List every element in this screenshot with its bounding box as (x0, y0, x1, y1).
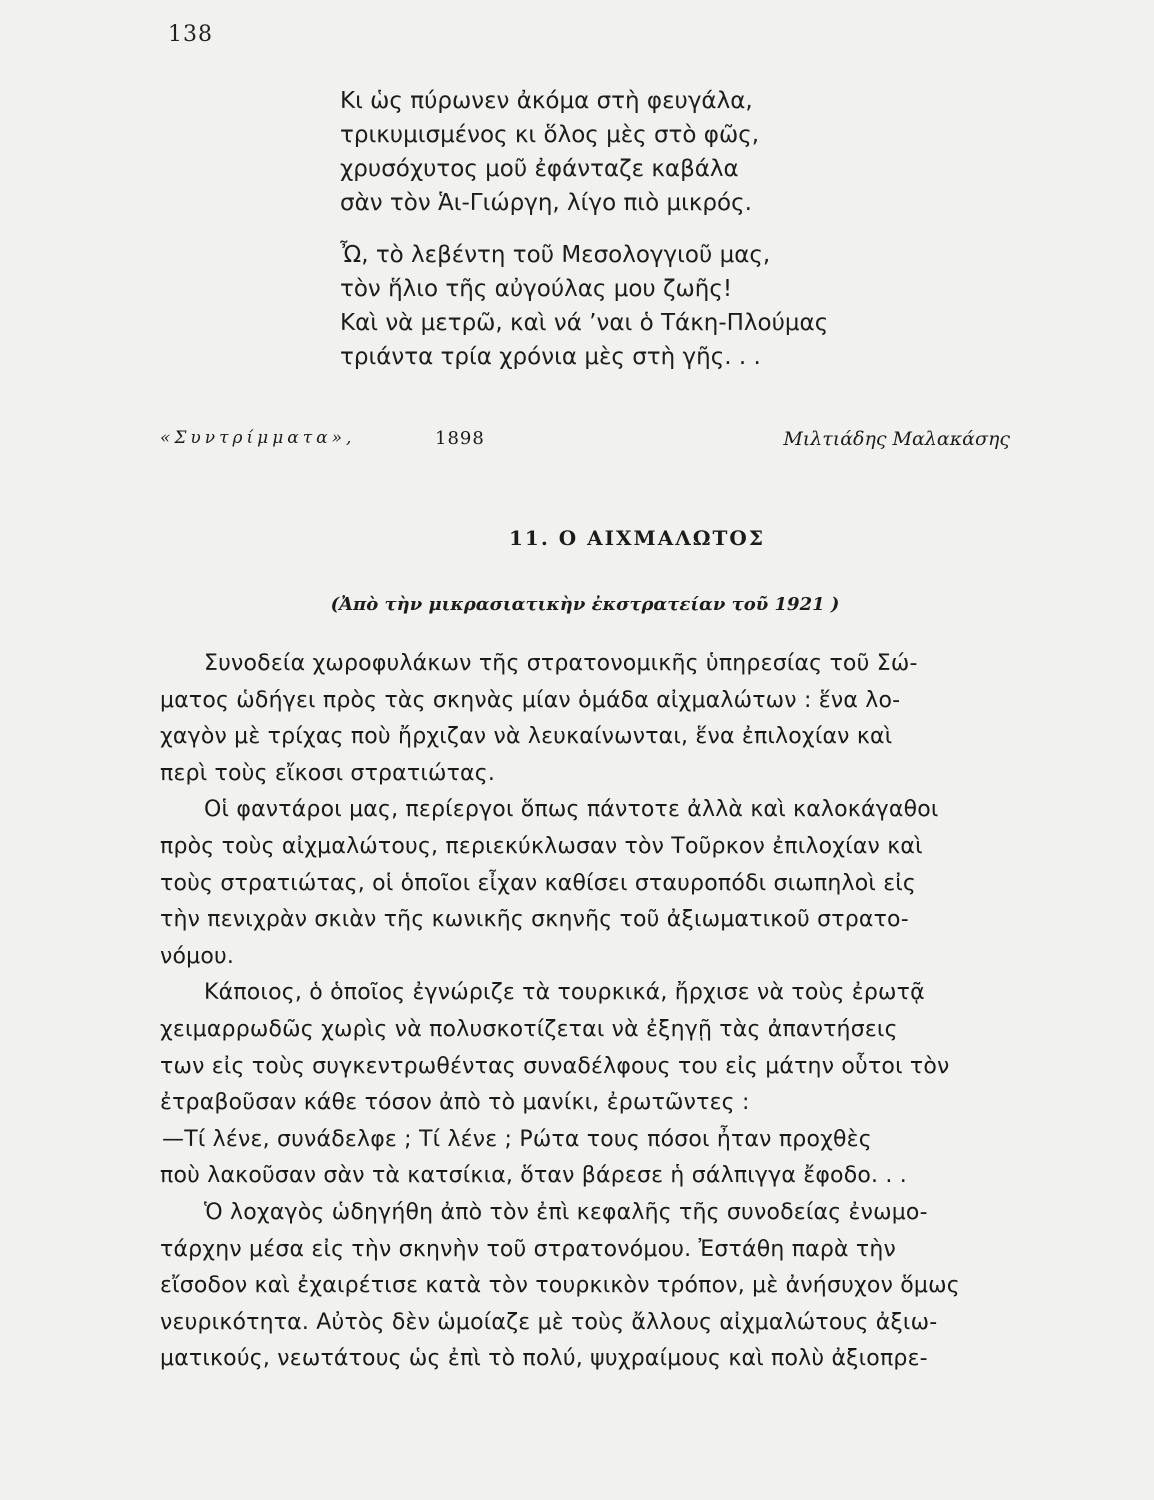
signature-year: 1898 (435, 428, 485, 449)
page-number: 138 (168, 22, 213, 47)
prose-line: χειμαρρωδῶς χωρὶς νὰ πολυσκοτίζεται νὰ ἐξηγῇ τὰς ἀπαντήσεις (160, 1016, 898, 1042)
section-title: 11. Ο ΑΙΧΜΑΛΩΤΟΣ (509, 526, 765, 550)
prose-line: τάρχην μέσα εἰς τὴν σκηνὴν τοῦ στρατονόμου. Ἐστάθη παρὰ τὴν (160, 1236, 896, 1262)
prose-line: Κάποιος, ὁ ὁποῖος ἐγνώριζε τὰ τουρκικά, ἤρχισε νὰ τοὺς ἐρωτᾷ (204, 980, 925, 1006)
poem-line: Καὶ νὰ μετρῶ, καὶ νά ’ναι ὁ Τάκη-Πλούμας (340, 310, 829, 336)
prose-line: ματικούς, νεωτάτους ὡς ἐπὶ τὸ πολύ, ψυχραίμους καὶ πολὺ ἀξιοπρε- (160, 1346, 928, 1372)
signature-source: «Συντρίμματα», (160, 428, 356, 448)
poem-line: Κι ὡς πύρωνεν ἀκόμα στὴ φευγάλα, (340, 88, 753, 114)
prose-line: νόμου. (160, 943, 235, 969)
prose-line: Οἱ φαντάροι μας, περίεργοι ὅπως πάντοτε ἀλλὰ καὶ καλοκάγαθοι (204, 797, 939, 823)
prose-line: Συνοδεία χωροφυλάκων τῆς στρατονομικῆς ὑπηρεσίας τοῦ Σώ- (204, 651, 918, 676)
prose-line: τοὺς στρατιώτας, οἱ ὁποῖοι εἶχαν καθίσει σταυροπόδι σιωπηλοὶ εἰς (160, 870, 917, 896)
section-subtitle: (Ἀπὸ τὴν μικρασιατικὴν ἐκστρατείαν τοῦ 1921 ) (330, 594, 840, 615)
poem-stanza-1 (340, 84, 900, 220)
prose-line: Ὁ λοχαγὸς ὡδηγήθη ἀπὸ τὸν ἐπὶ κεφαλῆς τῆς συνοδείας ἐνωμο- (204, 1199, 928, 1225)
prose-line: εἴσοδον καὶ ἐχαιρέτισε κατὰ τὸν τουρκικὸν τρόπον, μὲ ἀνήσυχον ὅμως (160, 1273, 960, 1299)
poem-line: τρικυμισμένος κι ὅλος μὲς στὸ φῶς, (340, 122, 760, 148)
prose-line: —Τί λένε, συνάδελφε ; Τί λένε ; Ρώτα τους πόσοι ἦταν προχθὲς (162, 1126, 872, 1152)
poem (340, 84, 900, 392)
poem-stanza-2 (340, 238, 900, 374)
prose-line: χαγὸν μὲ τρίχας ποὺ ἤρχιζαν νὰ λευκαίνωνται, ἕνα ἐπιλοχίαν καὶ (160, 724, 893, 750)
prose-line: πρὸς τοὺς αἰχμαλώτους, περιεκύκλωσαν τὸν Τοῦρκον ἐπιλοχίαν καὶ (160, 833, 923, 859)
prose-line: τὴν πενιχρὰν σκιὰν τῆς κωνικῆς σκηνῆς τοῦ ἀξιωματικοῦ στρατο- (160, 907, 909, 933)
poem-line: τὸν ἥλιο τῆς αὐγούλας μου ζωῆς! (340, 276, 733, 302)
prose-line: περὶ τοὺς εἴκοσι στρατιώτας. (160, 760, 496, 786)
prose-line: ἐτραβοῦσαν κάθε τόσον ἀπὸ τὸ μανίκι, ἐρωτῶντες : (160, 1090, 750, 1116)
signature-author: Μιλτιάδης Μαλακάσης (783, 428, 1010, 450)
prose-line: ποὺ λακοῦσαν σὰν τὰ κατσίκια, ὅταν βάρεσε ἡ σάλπιγγα ἔφοδο. . . (160, 1163, 907, 1189)
poem-signature (160, 428, 1010, 458)
poem-line: τριάντα τρία χρόνια μὲς στὴ γῆς. . . (340, 344, 761, 370)
poem-line: σὰν τὸν Ἁι-Γιώργη, λίγο πιὸ μικρός. (340, 190, 752, 216)
poem-line: χρυσόχυτος μοῦ ἐφάνταζε καβάλα (340, 156, 739, 182)
prose-line: των εἰς τοὺς συγκεντρωθέντας συναδέλφους του εἰς μάτην οὗτοι τὸν (160, 1053, 950, 1079)
prose-line: ματος ὡδήγει πρὸς τὰς σκηνὰς μίαν ὁμάδα αἰχμαλώτων : ἕνα λο- (160, 687, 901, 713)
poem-line: Ὦ, τὸ λεβέντη τοῦ Μεσολογγιοῦ μας, (340, 242, 771, 268)
prose-body (160, 646, 1012, 1378)
prose-line: νευρικότητα. Αὐτὸς δὲν ὡμοίαζε μὲ τοὺς ἄλλους αἰχμαλώτους ἀξιω- (160, 1309, 938, 1335)
